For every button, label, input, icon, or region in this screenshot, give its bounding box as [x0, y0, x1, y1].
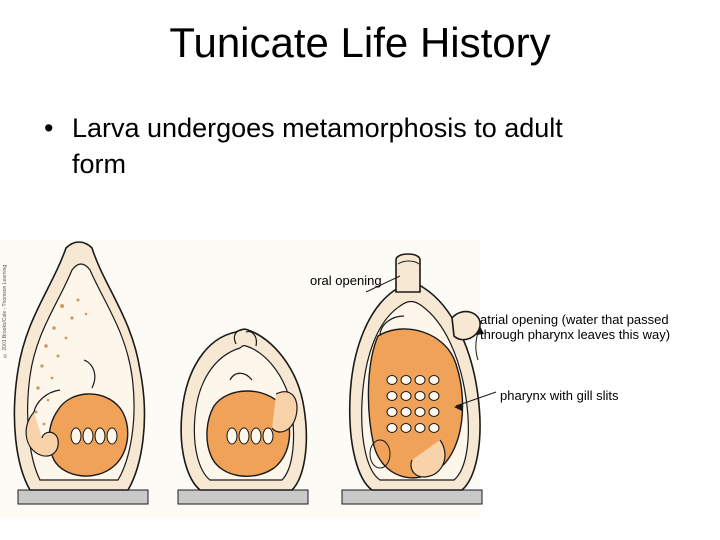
- label-pharynx-with-gill-slits: pharynx with gill slits: [500, 388, 619, 403]
- page-title: Tunicate Life History: [169, 19, 551, 66]
- stage-metamorphosing-juvenile: [178, 329, 308, 504]
- bullet-text: Larva undergoes metamorphosis to adult form: [72, 113, 563, 179]
- label-atrial-opening: atrial opening (water that passed through pharynx leaves this way): [480, 312, 671, 342]
- bullet-marker: •: [44, 113, 54, 143]
- tunicate-metamorphosis-figure: [0, 240, 720, 530]
- copyright-notice: © 2001 Brooks/Cole - Thomson Learning: [2, 264, 8, 358]
- stage-larva-settling: [14, 242, 148, 504]
- bullet-list: [44, 110, 664, 182]
- stage-adult-tunicate: [342, 254, 482, 504]
- list-item: [44, 110, 664, 182]
- label-oral-opening: oral opening: [310, 273, 382, 288]
